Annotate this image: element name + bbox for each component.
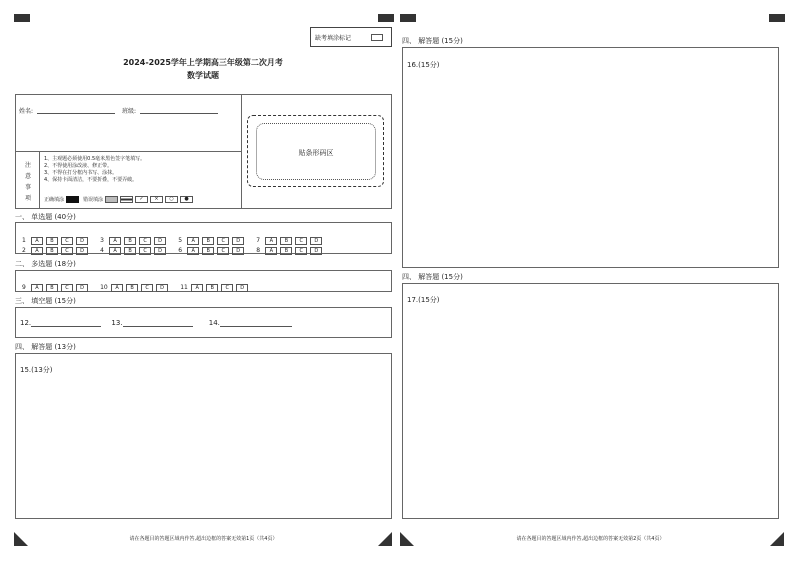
option-bubble[interactable]: B (202, 237, 214, 245)
missing-exam-mark-checkbox[interactable] (371, 34, 383, 41)
blank-12-field[interactable] (31, 318, 101, 327)
notice-item: 2、不得使用涂改液、修正带。 (44, 163, 113, 169)
section-multi-choice-title: 二、 多选题 (18分) (15, 260, 76, 268)
option-bubble[interactable]: A (111, 284, 123, 292)
blank-14-field[interactable] (220, 318, 292, 327)
option-bubble[interactable]: B (126, 284, 138, 292)
option-bubble[interactable]: B (124, 237, 136, 245)
info-divider-horizontal (15, 151, 242, 152)
option-bubble[interactable]: A (265, 237, 277, 245)
footer-left: 请在各题目的答题区域内作答,超出边框的答案无效第1页（共4页） (129, 536, 278, 542)
fill-blank-row (20, 318, 292, 327)
notice-divider-vertical (39, 151, 40, 209)
option-bubble[interactable]: D (154, 237, 166, 245)
multi-choice-row (22, 277, 251, 296)
question-number: 1 (22, 237, 26, 244)
section-fill-blank-title: 三、 填空题 (15分) (15, 297, 76, 305)
option-bubble[interactable]: A (191, 284, 203, 292)
wrong-fill-sample-circle: ○ (165, 196, 178, 203)
corner-mark-top-right (769, 14, 785, 22)
option-bubble[interactable]: D (310, 237, 322, 245)
barcode-area-label: 贴条形码区 (298, 149, 334, 157)
option-bubble[interactable]: D (154, 247, 166, 255)
class-field[interactable] (140, 105, 218, 114)
corner-mark-top-left (14, 14, 30, 22)
question-number: 4 (100, 247, 104, 254)
option-bubble[interactable]: D (76, 284, 88, 292)
option-bubble[interactable]: C (221, 284, 233, 292)
option-bubble[interactable]: D (310, 247, 322, 255)
question-number: 10 (100, 284, 108, 291)
option-bubble[interactable]: A (31, 284, 43, 292)
name-field[interactable] (37, 105, 115, 114)
question-15-label: 15.(13分) (20, 366, 53, 374)
option-bubble[interactable]: B (280, 247, 292, 255)
class-label: 班级: (122, 108, 137, 115)
notice-item: 4、保持卡面清洁，不要折叠，不要弄破。 (44, 177, 138, 183)
name-label: 姓名: (19, 108, 34, 115)
option-bubble[interactable]: B (206, 284, 218, 292)
question-number: 7 (256, 237, 261, 244)
notice-list (44, 156, 145, 184)
option-bubble[interactable]: B (46, 284, 58, 292)
option-bubble[interactable]: A (31, 247, 43, 255)
corner-mark-top-mid-left (378, 14, 394, 22)
question-number: 5 (178, 237, 183, 244)
option-bubble[interactable]: C (139, 247, 151, 255)
option-bubble[interactable]: D (76, 237, 88, 245)
section-single-choice-title: 一、 单选题 (40分) (15, 213, 76, 221)
single-choice-row-2 (22, 240, 325, 259)
question-number: 8 (256, 247, 261, 254)
section-answer-right-top-title: 四、 解答题 (15分) (402, 37, 463, 45)
option-bubble[interactable]: D (156, 284, 168, 292)
wrong-fill-sample-check: ✓ (135, 196, 148, 203)
option-bubble[interactable]: B (46, 237, 58, 245)
blank-13-label: 13. (111, 319, 123, 327)
section-answer-left-title: 四、 解答题 (13分) (15, 343, 76, 351)
answer-area-q15[interactable] (15, 353, 392, 519)
blank-13-field[interactable] (123, 318, 193, 327)
option-bubble[interactable]: D (76, 247, 88, 255)
option-bubble[interactable]: D (232, 247, 244, 255)
option-bubble[interactable]: C (61, 237, 73, 245)
notice-item: 3、不得在打分框内书写、涂抹。 (44, 170, 118, 176)
wrong-fill-sample-cross: × (150, 196, 163, 203)
option-bubble[interactable]: A (109, 247, 121, 255)
question-number: 9 (22, 284, 26, 291)
blank-12-label: 12. (20, 319, 32, 327)
option-bubble[interactable]: C (295, 237, 307, 245)
option-bubble[interactable]: D (232, 237, 244, 245)
option-bubble[interactable]: B (124, 247, 136, 255)
notice-side-label: 注 意 事 项 (24, 162, 31, 202)
wrong-fill-sample-dot: ● (180, 196, 193, 203)
option-bubble[interactable]: B (202, 247, 214, 255)
notice-item: 1、主观题必须使用0.5毫米黑色签字笔填写。 (44, 156, 146, 162)
blank-14-label: 14. (208, 319, 220, 327)
wrong-fill-sample-bar (120, 196, 133, 203)
footer-right: 请在各题目的答题区域内作答,超出边框的答案无效第2页（共4页） (516, 536, 665, 542)
option-bubble[interactable]: A (31, 237, 43, 245)
option-bubble[interactable]: A (187, 247, 199, 255)
correct-fill-label: 正确填涂 (44, 197, 65, 203)
option-bubble[interactable]: C (61, 247, 73, 255)
wrong-fill-sample-grey (105, 196, 118, 203)
option-bubble[interactable]: D (236, 284, 248, 292)
answer-area-q16[interactable] (402, 47, 779, 268)
exam-subtitle: 数学试题 (187, 71, 219, 80)
option-bubble[interactable]: C (217, 237, 229, 245)
question-number: 11 (180, 284, 188, 291)
fill-example-row (44, 196, 193, 203)
option-bubble[interactable]: A (109, 237, 121, 245)
wrong-fill-label: 错误填涂 (83, 197, 104, 203)
question-16-label: 16.(15分) (407, 61, 440, 69)
question-number: 6 (178, 247, 183, 254)
corner-mark-top-mid-right (400, 14, 416, 22)
missing-exam-mark-box (310, 27, 392, 47)
option-bubble[interactable]: C (141, 284, 153, 292)
section-answer-right-bottom-title: 四、 解答题 (15分) (402, 273, 463, 281)
option-bubble[interactable]: B (46, 247, 58, 255)
exam-title: 2024-2025学年上学期高三年级第二次月考 (123, 58, 283, 67)
correct-fill-sample (66, 196, 79, 203)
option-bubble[interactable]: C (217, 247, 229, 255)
option-bubble[interactable]: A (187, 237, 199, 245)
option-bubble[interactable]: C (139, 237, 151, 245)
option-bubble[interactable]: A (265, 247, 277, 255)
option-bubble[interactable]: B (280, 237, 292, 245)
question-number: 2 (22, 247, 26, 254)
question-number: 3 (100, 237, 104, 244)
missing-exam-mark-label: 缺考填涂标记 (315, 35, 352, 42)
option-bubble[interactable]: C (295, 247, 307, 255)
answer-area-q17[interactable] (402, 283, 779, 519)
question-17-label: 17.(15分) (407, 296, 440, 304)
option-bubble[interactable]: C (61, 284, 73, 292)
